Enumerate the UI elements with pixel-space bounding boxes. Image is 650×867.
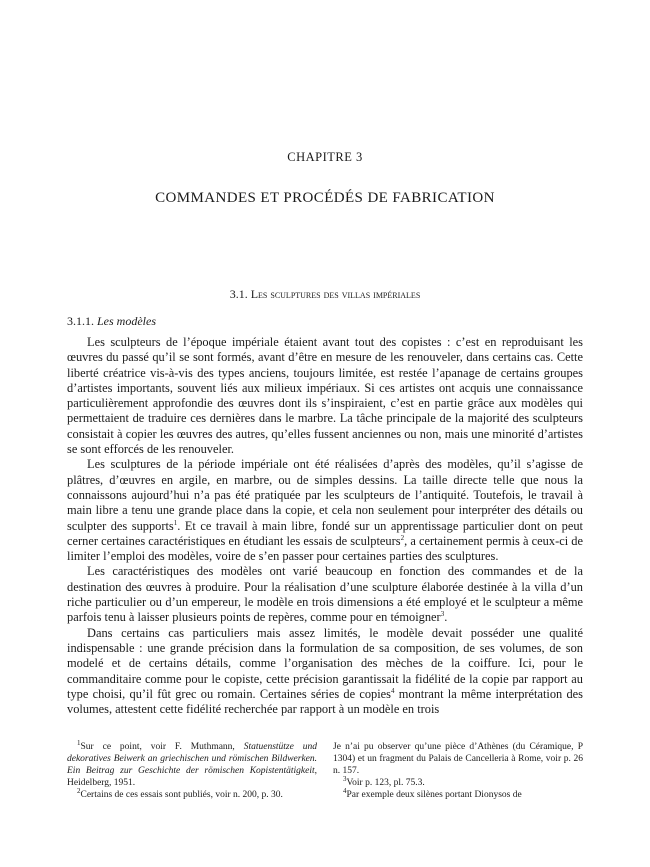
section-number: 3.1. <box>229 287 248 301</box>
footnote-ref[interactable]: 1 <box>173 518 178 527</box>
chapter-label: CHAPITRE 3 <box>287 150 363 164</box>
paragraph: Les sculptures de la période impériale ont été réalisées d’après des modèles, qu’il s’agisse de plâtres, d’œuvres en argile, en marbre, ou de simples dessins. La taille directe telle que nous la connaissons aujourd’hui n’a pas été pratiquée par les sculpteurs de l’antiquité. Toutefois, le travail à main libre a tenu une grande place dans la copie, et cela non seulement pour interpréter des détails ou sculpter des supports$^1$. Et ce travail à main libre, fondé sur un apprentissage particulier dont on peut cerner certaines caractéristiques en étudiant les essais de sculpteurs$^2$, a certainement permis à ceux-ci de limiter l’emploi des modèles, voire de s’en passer pour certaines parties des sculptures. <box>67 457 583 564</box>
footnote-ref[interactable]: 4 <box>391 686 395 695</box>
section-title <box>0 287 650 302</box>
footnote-column-right <box>333 741 583 801</box>
footnote-ref[interactable]: 3 <box>440 610 445 619</box>
paragraph: Dans certains cas particuliers mais assez limités, le modèle devait posséder une qualité indispensable : une grande précision dans la formulation de sa composition, de ses volumes, de son modelé et de certains détails, comme l’organisation des mèches de la coiffure. Ici, pour le commanditaire comme pour le copiste, cette précision garantissait la fidélité de la copie par rapport au type choisi, qu’il fût grec ou romain. Certaines séries de copies$^4$ montrant la même interprétation des volumes, attestent cette fidélité recherchée par rapport à un modèle en trois <box>67 625 584 717</box>
body-text <box>67 335 583 717</box>
footnote-2-continued: Je n’ai pu observer qu’une pièce d’Athènes (du Céramique, P 1304) et un fragment du Palais de Cancelleria à Rome, voir p. 26 n. 157. <box>333 742 583 776</box>
chapter-title: COMMANDES ET PROCÉDÉS DE FABRICATION <box>155 190 495 206</box>
footnotes <box>67 738 583 801</box>
footnote-column-left <box>67 738 317 801</box>
paragraph: Les caractéristiques des modèles ont varié beaucoup en fonction des commandes et de la destination des œuvres à produire. Pour la réalisation d’une sculpture élaborée destinée à la villa d’un riche particulier ou d’un empereur, le modèle en trois dimensions a été employé et le sculpteur a même parfois tenu à laisser plusieurs points de repères, comme pour en témoigner$^3$. <box>67 564 583 625</box>
paragraph: Les sculpteurs de l’époque impériale étaient avant tout des copistes : c’est en reproduisant les œuvres du passé qu’il se sont formés, avant d’être en mesure de les renouveler, dans certains cas. Cette liberté créatrice vis-à-vis des types anciens, toujours limitée, est restée l’apanage de certains groupes d’artistes importants, souvent liés aux milieux impériaux. Si ces artistes ont acquis une connaissance particulièrement approfondie des œuvres dont ils s’inspiraient, c’est en partie grâce aux modèles qui permettaient de traduire ces dernières dans le marbre. La tâche principale de la majorité des sculpteurs consistait à copier les œuvres des autres, qu’elles fussent anciennes ou non, mais une minorité d’artistes se sont efforcés de les renouveler. <box>67 335 583 457</box>
subsection-number: 3.1.1. <box>67 314 94 328</box>
footnote-ref[interactable]: 2 <box>400 533 405 542</box>
section-title-text: Les sculptures des villas impériales <box>250 287 421 301</box>
subsection-title: Les modèles <box>97 314 156 328</box>
footnote-2: $^2$Certains de ces essais sont publiés, voir n. 200, p. 30. <box>77 786 283 800</box>
subsection-heading <box>67 314 156 329</box>
footnote-3: $^3$Voir p. 123, pl. 75.3. <box>343 774 425 788</box>
footnote-1: $^1$Sur ce point, voir F. Muthmann, Statuenstütze und dekoratives Beiwerk an griechischen und römischen Bildwerken. Ein Beitrag zur Geschichte der römischen Kopistentätigkeit, Heidelberg, 1951. <box>67 738 317 788</box>
footnote-4: $^4$Par exemple deux silènes portant Dionysos de <box>343 786 522 800</box>
